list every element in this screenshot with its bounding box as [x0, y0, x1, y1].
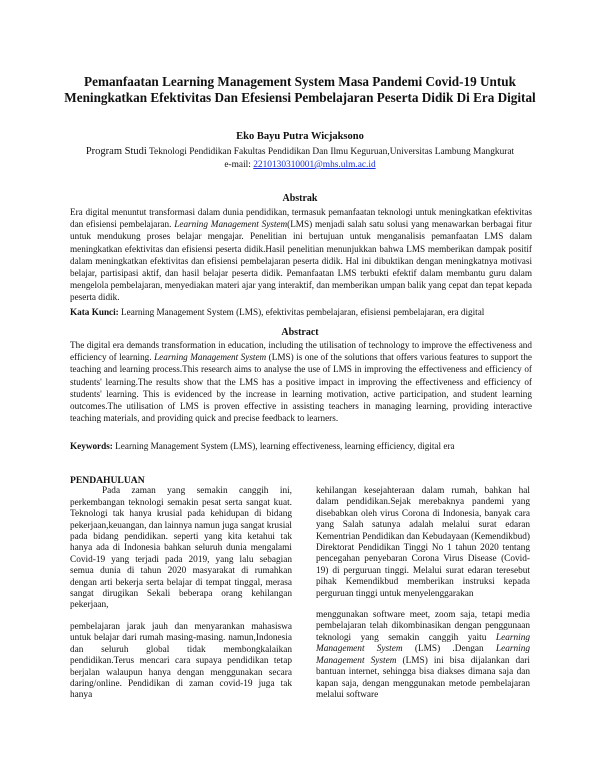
- right-p2-italic-1: Learning Management System: [316, 632, 530, 655]
- keywords-label: Keywords:: [70, 441, 113, 451]
- email-label: e-mail:: [224, 160, 251, 170]
- abstrak-text-1: Era digital menuntut transformasi dalam dunia pendidikan, termasuk pemanfaatan teknologi untuk meningkatkan efektivitas dan efisiensi pembelajaran.: [70, 207, 532, 230]
- author-email: [0, 160, 600, 170]
- author-name: Eko Bayu Putra Wicjaksono: [236, 131, 364, 142]
- right-paragraph-1: kehilangan kesejahteraan dalam rumah, bahkan hal dalam pendidikan.Sejak merebaknya pandemi yang disebabkan oleh virus Corona di Indonesia, banyak cara yang Salah satunya adalah melalui surat edaran Kementrian Pendidikan dan Kebudayaan (Kemendikbud) Direktorat Pendidikan Tinggi No 1 tahun 2020 tentang pencegahan penyebaran Corona Virus Disease (Covid-19) di perguruan tinggi. Melalui surat edaran teresebut pihak Kemendikbud memberikan instruksi kepada perguruan tinggi untuk menyelenggarakan: [316, 486, 530, 599]
- keywords-text: Learning Management System (LMS), learning effectiveness, learning efficiency, digital era: [112, 441, 455, 451]
- abstract-body: [70, 339, 532, 424]
- left-paragraph-2: pembelajaran jarak jauh dan menyarankan mahasiswa untuk belajar dari rumah masing-masing. namun,Indonesia dan seluruh global tidak membongkalaikan pendidikan.Terus mencari cara supaya pendidikan tetap berjalan walaupun hanya dengan menggunakan secara daring/online. Pendidikan di zaman covid-19 juga tak hanya: [70, 621, 292, 701]
- abstrak-text-2: (LMS) menjadi salah satu solusi yang menawarkan berbagai fitur untuk mendukung proses belajar mengajar. Penelitian ini bertujuan untuk menganalisis pemanfaatan LMS dalam meningkatkan efektivitas dan efisiensi peserta didik.Hasil penelitian menunjukkan bahwa LMS memberikan dampak positif dalam meningkatkan efektivitas dan efisiensi pembelajaran peserta didik. Hal ini dibuktikan dengan meningkatnya motivasi belajar, partisipasi aktif, dan hasil belajar peserta didik. Pemanfaatan LMS terbukti efektif dalam membantu guru dalam mengelola pembelajaran, menyediakan materi ajar yang interaktif, dan memberikan umpan balik yang cepat dan tepat kepada peserta didik.: [70, 219, 532, 303]
- abstrak-heading: Abstrak: [282, 193, 318, 204]
- abstract-text-1: The digital era demands transformation in education, including the utilisation of technology to improve the effectiveness and efficiency of learning.: [70, 340, 532, 363]
- abstrak-italic: Learning Management System: [174, 219, 288, 230]
- left-paragraph-1: Pada zaman yang semakin canggih ini, perkembangan teknologi semakin pesat serta sangat kuat. Teknologi tak hanya krusial pada kehidupan di bidang pekerjaan,keuangan, dan lainnya namun juga sangat krusial pada bidang pendidikan. seperti yang kita ketahui tak hanya ada di Indonesia bahkan seluruh dunia mengalami Covid-19 yang terjadi pada 2019, yang lalu sebagian semua dunia di tahun 2020 masyarakat di rumahkan dengan arti bekerja serta belajar di tempat tinggal, merasa sangat dirugikan Sekali beberapa orang kehilangan pekerjaan,: [70, 486, 292, 611]
- kata-kunci: [70, 306, 532, 318]
- affiliation-prefix: Program Studi: [85, 146, 147, 157]
- paper-title: Pemanfaatan Learning Management System Masa Pandemi Covid-19 Untuk Meningkatkan Efektivitas Dan Efesiensi Pembelajaran Peserta Didik Di Era Digital: [64, 74, 536, 105]
- right-p2-text-2: (LMS) .Dengan: [402, 644, 496, 655]
- affiliation-text: Teknologi Pendidikan Fakultas Pendidikan Dan Ilmu Keguruan,Universitas Lambung Mangkurat: [148, 147, 515, 157]
- abstract-text-2: (LMS) is one of the solutions that offers various features to support the teaching and learning process.This research aims to analyse the use of LMS in improving the effectiveness and efficiency of students' learning.The results show that the LMS has a positive impact in improving the effectiveness and efficiency of students' learning. This is evidenced by the increase in learning motivation, active participation, and student learning outcomes.The utilisation of LMS is proven effective in assisting teachers in managing learning, providing interactive teaching materials, and providing quick and precise feedback to learners.: [70, 352, 533, 424]
- right-p2-italic-2: Learning Management System: [316, 644, 530, 666]
- abstract-heading: Abstract: [281, 327, 319, 338]
- kata-kunci-label: Kata Kunci:: [70, 307, 119, 317]
- abstrak-body: [70, 206, 532, 304]
- keywords: [70, 440, 532, 452]
- email-link[interactable]: 2210130310001@mhs.ulm.ac.id: [253, 160, 376, 170]
- right-p2-text-1: menggunakan software meet, zoom saja, tetapi media pembelajaran telah dikombinasikan dengan penggunaan teknologi yang semakin canggih yaitu: [316, 610, 530, 643]
- right-paragraph-2: [316, 610, 530, 701]
- right-p2-text-3: (LMS) ini bisa dijalankan dari bantuan internet, sehingga bisa diakses dimana saja dan kapan saja, dengan menggunakan metode pembelajaran melalui software: [316, 655, 530, 700]
- left-column: [70, 475, 292, 702]
- section-heading: PENDAHULUAN: [70, 475, 145, 486]
- author-affiliation: [0, 146, 600, 157]
- abstract-italic: Learning Management System: [154, 352, 267, 363]
- right-column: [316, 486, 530, 701]
- kata-kunci-text: Learning Management System (LMS), efektivitas pembelajaran, efisiensi pembelajaran, era digital: [118, 307, 485, 317]
